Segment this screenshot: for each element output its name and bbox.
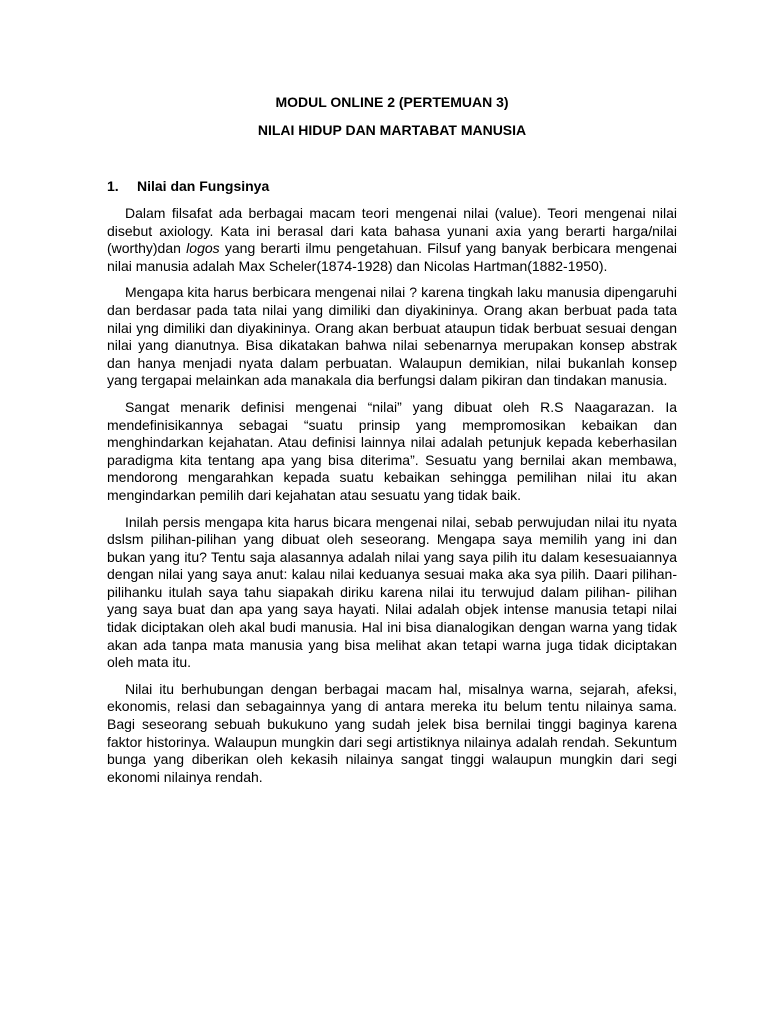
paragraph-1-part-a: Dalam filsafat ada berbagai macam teori mengenai nilai (value). Teori mengenai nilai disebut axiology. Kata ini berasal dari kata bahasa yunani axia yang berarti harga/nilai (worthy)dan — [107, 205, 677, 257]
paragraph-1-part-b: yang berarti ilmu pengetahuan. Filsuf yang banyak berbicara mengenai nilai manusia adalah Max Scheler(1874-1928) dan Nicolas Hartman(1882-1950). — [107, 240, 677, 274]
document-page — [107, 93, 677, 795]
section-heading — [107, 177, 677, 195]
paragraph-1 — [107, 205, 677, 275]
document-title: MODUL ONLINE 2 (PERTEMUAN 3) — [275, 94, 509, 110]
paragraph-4: Inilah persis mengapa kita harus bicara mengenai nilai, sebab perwujudan nilai itu nyata dslsm pilihan-pilihan yang dibuat oleh seseorang. Mengapa saya memilih yang ini dan bukan yang itu? Tentu saja alasannya adalah nilai yang saya pilih itu dalam kesesuaiannya dengan nilai yang saya anut: kalau nilai keduanya sesuai maka aka sya pilih. Daari pilihan-pilihanku itulah saya tahu siapakah diriku karena nilai itu terwujud dalam pilihan- pilihan yang saya buat dan apa yang saya hayati. Nilai adalah objek intense manusia tetapi nilai tidak diciptakan oleh akal budi manusia. Hal ini bisa dianalogikan dengan warna yang tidak akan ada tanpa mata manusia yang bisa melihat akan tetapi warna juga tidak diciptakan oleh mata itu. — [107, 513, 677, 671]
paragraph-2: Mengapa kita harus berbicara mengenai nilai ? karena tingkah laku manusia dipengaruhi dan berdasar pada tata nilai yang dimiliki dan diyakininya. Orang akan berbuat pada tata nilai yng dimiliki dan diyakininya. Orang akan berbuat ataupun tidak berbuat sesuai dengan nilai yang dianutnya. Bisa dikatakan bahwa nilai sebenarnya merupakan konsep abstrak dan hanya menjadi nyata dalam perbuatan. Walaupun demikian, nilai bukanlah konsep yang tergapai melainkan ada manakala dia berfungsi dalam pikiran dan tindakan manusia. — [107, 284, 677, 389]
document-subtitle: NILAI HIDUP DAN MARTABAT MANUSIA — [257, 122, 527, 138]
paragraph-1-italic-term: logos — [186, 240, 220, 257]
paragraph-5: Nilai itu berhubungan dengan berbagai macam hal, misalnya warna, sejarah, afeksi, ekonomis, relasi dan sebagainnya yang di antara mereka itu belum tentu nilainya sama. Bagi seseorang sebuah bukukuno yang sudah jelek bisa bernilai tinggi baginya karena faktor historinya. Walaupun mungkin dari segi artistiknya nilainya adalah rendah. Sekuntum bunga yang diberikan oleh kekasih nilainya sangat tinggi walaupun mungkin dari segi ekonomi nilainya rendah. — [107, 680, 677, 785]
section-title: Nilai dan Fungsinya — [137, 178, 270, 194]
paragraph-3: Sangat menarik definisi mengenai “nilai” yang dibuat oleh R.S Naagarazan. Ia mendefinisikannya sebagai “suatu prinsip yang mempromosikan kebaikan dan menghindarkan kejahatan. Atau definisi lainnya nilai adalah petunjuk kepada keberhasilan paradigma kita tentang apa yang bisa diterima”. Sesuatu yang bernilai akan membawa, mendorong mengarahkan kepada suatu kebaikan sehingga pemilihan nilai itu akan mengindarkan pemilih dari kejahatan atau sesuatu yang tidak baik. — [107, 398, 677, 503]
section-number: 1. — [107, 178, 119, 194]
